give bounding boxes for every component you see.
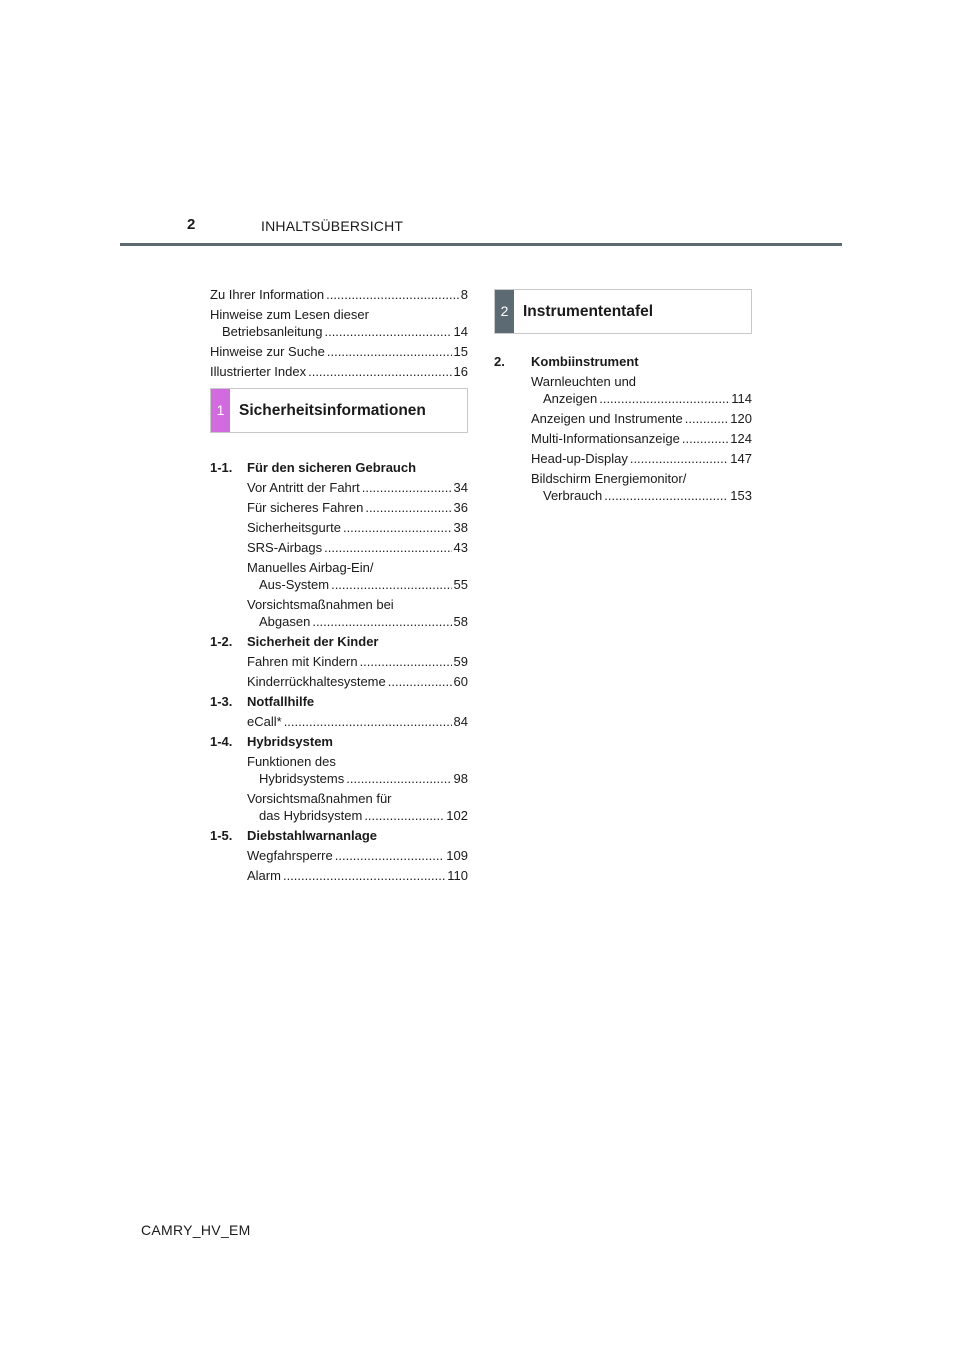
toc-entry[interactable]: Vor Antritt der Fahrt ..... 34 [247,479,468,496]
toc-entry[interactable]: Hinweise zum Lesen dieser Betriebsanleitung ..... 14 [210,306,468,340]
toc-entry[interactable]: Anzeigen und Instrumente ..... 120 [531,410,752,427]
page-header [0,0,960,250]
chapter-heading[interactable]: 1-1. Für den sicheren Gebrauch [210,460,417,475]
chapter-items [210,753,468,824]
section-number-tab: 2 [495,290,514,333]
toc-entry[interactable]: SRS-Airbags ..... 43 [247,539,468,556]
toc-entry[interactable]: Fahren mit Kindern ..... 59 [247,653,468,670]
toc-entry[interactable]: Warnleuchten und Anzeigen ..... 114 [531,373,752,407]
chapter-items [210,847,468,884]
toc-entry[interactable]: Wegfahrsperre ..... 109 [247,847,468,864]
section-title: Sicherheitsinformationen [239,402,426,419]
chapter-heading[interactable]: 1-4. Hybridsystem [210,734,333,749]
toc-entry[interactable]: Alarm ..... 110 [247,867,468,884]
toc-left-column [210,286,468,887]
toc-entry[interactable]: Vorsichtsmaßnahmen für das Hybridsystem ..... 102 [247,790,468,824]
section-title: Instrumententafel [523,303,654,320]
chapter-heading[interactable]: 1-3. Notfallhilfe [210,694,315,709]
chapter-heading[interactable]: 1-2. Sicherheit der Kinder [210,634,379,649]
page-number: 2 [187,216,196,233]
header-rule [120,243,842,246]
toc-entry[interactable]: Bildschirm Energiemonitor/ Verbrauch ..... 153 [531,470,752,504]
intro-list [210,286,468,380]
section-1-header[interactable] [210,388,468,433]
document-code: CAMRY_HV_EM [141,1222,251,1238]
toc-entry[interactable]: Multi-Informationsanzeige ..... 124 [531,430,752,447]
toc-entry[interactable]: Kinderrückhaltesysteme ..... 60 [247,673,468,690]
toc-entry[interactable]: Zu Ihrer Information ..... 8 [210,286,468,303]
chapter-heading[interactable]: 1-5. Diebstahlwarnanlage [210,828,378,843]
toc-entry[interactable]: Illustrierter Index ..... 16 [210,363,468,380]
toc-right-column [494,289,752,507]
chapter-items [210,713,468,730]
chapter-heading[interactable]: 2. Kombiinstrument [494,354,639,369]
toc-entry[interactable]: Für sicheres Fahren ..... 36 [247,499,468,516]
section-number-tab: 1 [211,389,230,432]
toc-entry[interactable]: Funktionen des Hybridsystems ..... 98 [247,753,468,787]
toc-entry[interactable]: Head-up-Display ..... 147 [531,450,752,467]
chapter-items [210,653,468,690]
header-title: INHALTSÜBERSICHT [261,218,404,234]
chapter-items [210,479,468,630]
toc-entry[interactable]: Hinweise zur Suche ..... 15 [210,343,468,360]
toc-entry[interactable]: Manuelles Airbag-Ein/ Aus-System ..... 55 [247,559,468,593]
chapter-items [494,373,752,504]
toc-entry[interactable]: eCall* ..... 84 [247,713,468,730]
toc-entry[interactable]: Vorsichtsmaßnahmen bei Abgasen ..... 58 [247,596,468,630]
toc-entry[interactable]: Sicherheitsgurte ..... 38 [247,519,468,536]
section-2-header[interactable] [494,289,752,334]
